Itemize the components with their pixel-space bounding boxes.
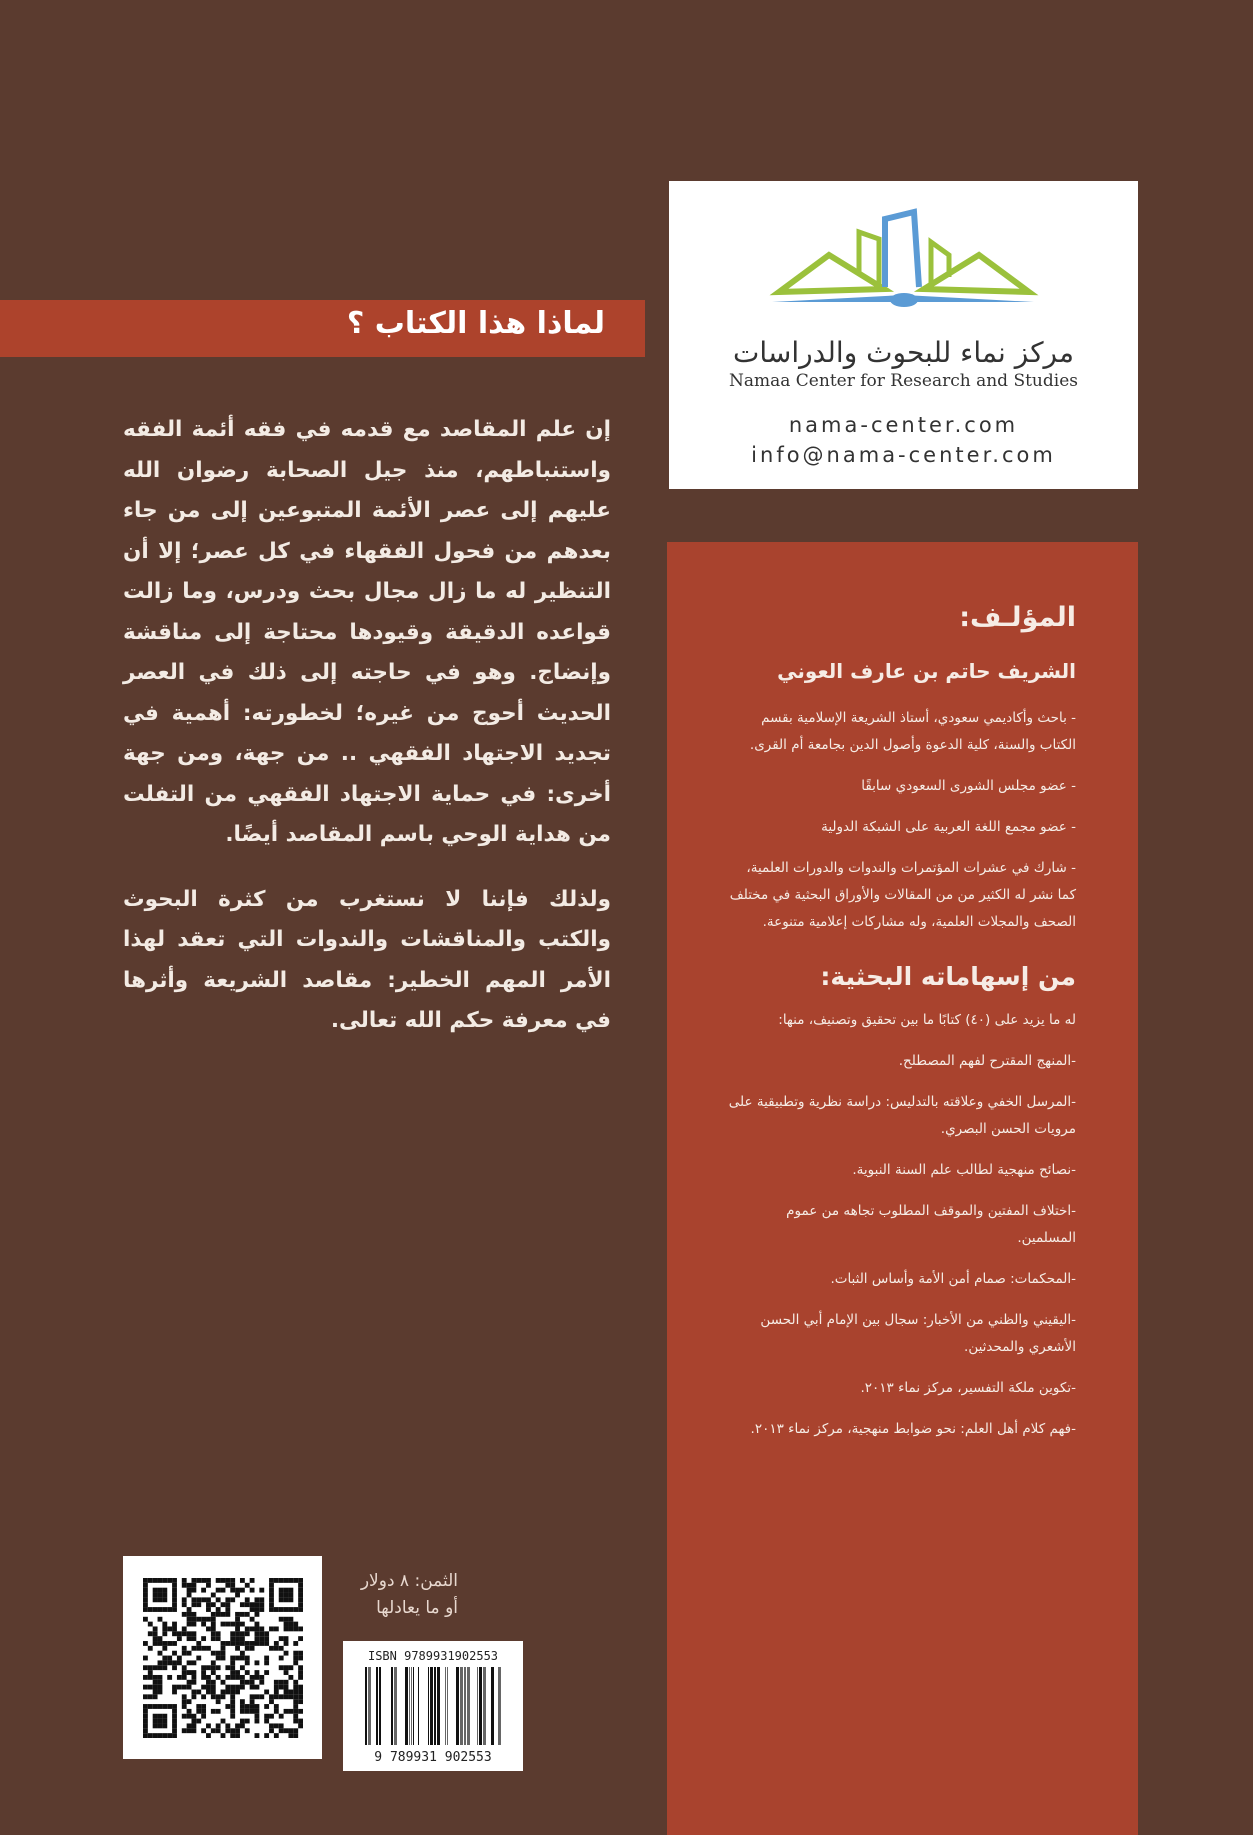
bio-item: - شارك في عشرات المؤتمرات والندوات والدورات العلمية، كما نشر له الكثير من من المقالات والأوراق البحثية في مختلف الصحف والمجلات العلمية، وله مشاركات إعلامية متنوعة.	[729, 860, 1076, 930]
paragraph: ولذلك فإننا لا نستغرب من كثرة البحوث والكتب والمناقشات والندوات التي تعقد لهذا الأمر المهم الخطير: مقاصد الشريعة وأثرها في معرفة حكم الله تعالى.	[123, 886, 611, 1033]
barcode-bar	[430, 1667, 433, 1745]
contribution-item: -تكوين ملكة التفسير، مركز نماء ٢٠١٣.	[860, 1380, 1076, 1396]
barcode-icon	[363, 1667, 503, 1747]
barcode-bar	[479, 1667, 482, 1745]
barcode-bar	[460, 1667, 463, 1745]
contribution-item: -اليقيني والظني من الأخبار: سجال بين الإمام أبي الحسن الأشعري والمحدثين.	[760, 1312, 1076, 1355]
contributions-heading: من إسهاماته البحثية:	[820, 962, 1076, 991]
barcode-bar	[409, 1667, 410, 1745]
open-book-buildings-logo-icon	[769, 197, 1039, 307]
why-this-book-header	[0, 300, 645, 357]
barcode-bar	[379, 1667, 381, 1745]
barcode-bar	[368, 1667, 371, 1745]
barcode-bar	[411, 1667, 412, 1745]
barcode-bar	[437, 1667, 440, 1745]
contribution-item: -نصائح منهجية لطالب علم السنة النبوية.	[852, 1162, 1076, 1178]
qr-code-box	[123, 1556, 322, 1759]
price-label	[338, 1568, 458, 1622]
barcode-bar	[477, 1667, 478, 1745]
price-line: الثمن: ٨ دولار	[360, 1571, 458, 1591]
contribution-item: -اختلاف المفتين والموقف المطلوب تجاهه من عموم المسلمين.	[786, 1203, 1076, 1246]
barcode-bar	[498, 1667, 501, 1745]
publisher-name-arabic: مركز نماء للبحوث والدراسات	[733, 336, 1074, 369]
barcode-bar	[483, 1667, 486, 1745]
barcode-bar	[491, 1667, 494, 1745]
barcode-bar	[428, 1667, 429, 1745]
contribution-item: -المحكمات: صمام أمن الأمة وأساس الثبات.	[830, 1271, 1076, 1287]
bio-item: - عضو مجلس الشورى السعودي سابقًا	[861, 778, 1076, 794]
barcode-bar	[434, 1667, 436, 1745]
barcode-bar	[413, 1667, 414, 1745]
barcode-bar	[394, 1667, 397, 1745]
barcode-bar	[447, 1667, 448, 1745]
author-name: الشريف حاتم بن عارف العوني	[777, 659, 1076, 683]
contribution-item: -فهم كلام أهل العلم: نحو ضوابط منهجية، مركز نماء ٢٠١٣.	[750, 1421, 1076, 1437]
barcode-bar	[391, 1667, 393, 1745]
contributions-intro: له ما يزيد على (٤٠) كتابًا ما بين تحقيق وتصنيف، منها:	[778, 1012, 1076, 1028]
barcode-bar	[464, 1667, 466, 1745]
price-equivalent: أو ما يعادلها	[376, 1598, 458, 1618]
barcode-bar	[445, 1667, 446, 1745]
author-panel	[667, 542, 1138, 1835]
author-heading: المؤلـف:	[959, 602, 1076, 633]
bio-item: - عضو مجمع اللغة العربية على الشبكة الدولية	[821, 819, 1076, 835]
barcode-bar	[365, 1667, 367, 1745]
paragraph: إن علم المقاصد مع قدمه في فقه أئمة الفقه واستنباطهم، منذ جيل الصحابة رضوان الله عليهم إلى عصر الأئمة المتبوعين إلى من جاء بعدهم من فحول الفقهاء في كل عصر؛ إلا أن التنظير له ما زال مجال بحث ودرس، وما زالت قواعده الدقيقة وقيودها محتاجة إلى مناقشة وإنضاج. وهو في حاجته إلى ذلك في العصر الحديث أحوج من غيره؛ لخطورته: أهمية في تجديد الاجتهاد الفقهي .. من جهة، ومن جهة أخرى: في حماية الاجتهاد الفقهي من التفلت من هداية الوحي باسم المقاصد أيضًا.	[123, 417, 611, 847]
isbn-barcode-box	[343, 1641, 523, 1771]
bio-item: - باحث وأكاديمي سعودي، أستاذ الشريعة الإسلامية بقسم الكتاب والسنة، كلية الدعوة وأصول الدين بجامعة أم القرى.	[749, 710, 1076, 753]
why-this-book-title: لماذا هذا الكتاب ؟	[346, 306, 605, 341]
qr-code-icon	[143, 1578, 303, 1738]
barcode-bar	[456, 1667, 459, 1745]
publisher-email[interactable]: info@nama-center.com	[751, 443, 1056, 467]
barcode-digits: 9 789931 902553	[374, 1750, 492, 1765]
why-this-book-text	[123, 410, 611, 1066]
barcode-bar	[467, 1667, 470, 1745]
isbn-label: ISBN 9789931902553	[367, 1649, 499, 1663]
barcode-bar	[418, 1667, 419, 1745]
contribution-item: -المرسل الخفي وعلاقته بالتدليس: دراسة نظرية وتطبيقية على مرويات الحسن البصري.	[728, 1094, 1076, 1137]
publisher-website[interactable]: nama-center.com	[788, 413, 1019, 437]
publisher-name-english: Namaa Center for Research and Studies	[729, 371, 1078, 391]
contribution-item: -المنهج المقترح لفهم المصطلح.	[898, 1053, 1076, 1069]
barcode-bar	[376, 1667, 378, 1745]
barcode-bar	[405, 1667, 408, 1745]
publisher-logo-box	[669, 181, 1138, 489]
